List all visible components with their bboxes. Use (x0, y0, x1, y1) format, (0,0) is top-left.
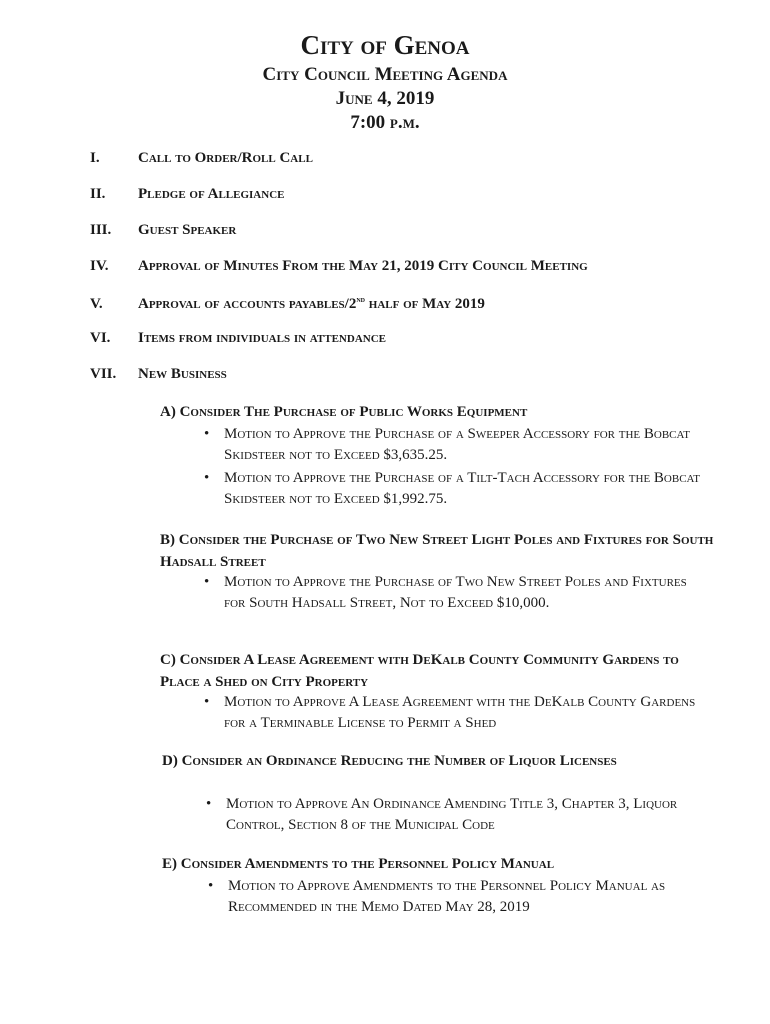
business-item-d-motions (202, 794, 712, 838)
motion-text: Motion to Approve An Ordinance Amending Title 3, Chapter 3, Liquor Control, Section 8 of the Municipal Code (226, 796, 678, 833)
bullet-icon: • (206, 796, 212, 812)
bullet-icon: • (204, 694, 210, 710)
motion-item (200, 468, 700, 510)
motion-item (200, 572, 700, 614)
motion-text: Motion to Approve the Purchase of Two New Street Poles and Fixtures for South Hadsall Street, Not to Exceed $10,000. (224, 574, 687, 611)
business-item-a-heading: A) Consider The Purchase of Public Works Equipment (160, 404, 528, 420)
agenda-item-text: Items from individuals in attendance (138, 330, 386, 346)
agenda-item-1 (90, 150, 313, 167)
agenda-item-number: V. (90, 296, 103, 312)
business-item-b-motions (200, 572, 700, 616)
motion-item (202, 794, 712, 836)
agenda-item-2 (90, 186, 284, 203)
motion-text: Motion to Approve A Lease Agreement with the DeKalb County Gardens for a Terminable License to Permit a Shed (224, 694, 696, 731)
agenda-item-text: New Business (138, 366, 227, 382)
bullet-icon: • (204, 470, 210, 486)
business-item-c-motions (200, 692, 710, 736)
motion-text: Motion to Approve Amendments to the Personnel Policy Manual as Recommended in the Memo Dated May 28, 2019 (228, 878, 666, 915)
agenda-item-text-part: half of May 2019 (365, 296, 485, 312)
document-title: City of Genoa (300, 30, 470, 60)
business-item-e-motions (204, 876, 714, 920)
motion-item (200, 424, 700, 466)
agenda-item-text: Call to Order/Roll Call (138, 150, 313, 166)
agenda-item-number: VII. (90, 366, 117, 382)
bullet-icon: • (208, 878, 214, 894)
motion-item (200, 692, 710, 734)
bullet-icon: • (204, 426, 210, 442)
bullet-icon: • (204, 574, 210, 590)
business-item-e-heading: E) Consider Amendments to the Personnel Policy Manual (162, 856, 555, 872)
document-subtitle: City Council Meeting Agenda (262, 64, 508, 85)
agenda-item-7 (90, 366, 227, 383)
motion-text: Motion to Approve the Purchase of a Sweeper Accessory for the Bobcat Skidsteer not to Exceed $3,635.25. (224, 426, 690, 463)
agenda-item-text: Guest Speaker (138, 222, 237, 238)
agenda-item-text: Pledge of Allegiance (138, 186, 285, 202)
agenda-item-text (138, 294, 485, 313)
ordinal-suffix: nd (356, 294, 366, 304)
agenda-item-6 (90, 330, 386, 347)
agenda-item-4 (90, 258, 588, 275)
business-item-c-heading: C) Consider A Lease Agreement with DeKalb County Community Gardens to Place a Shed on City Property (160, 652, 679, 690)
agenda-item-number: III. (90, 222, 112, 238)
agenda-item-text-part: Approval of accounts payables/2 (138, 296, 357, 312)
agenda-item-number: VI. (90, 330, 111, 346)
meeting-date: June 4, 2019 (335, 88, 435, 109)
motion-text: Motion to Approve the Purchase of a Tilt-Tach Accessory for the Bobcat Skidsteer not to Exceed $1,992.75. (224, 470, 700, 507)
business-item-b-heading: B) Consider the Purchase of Two New Street Light Poles and Fixtures for South Hadsall Street (160, 532, 714, 570)
motion-item (204, 876, 714, 918)
agenda-item-3 (90, 222, 236, 239)
agenda-item-number: I. (90, 150, 100, 166)
meeting-time: 7:00 p.m. (350, 112, 420, 133)
agenda-item-5 (90, 294, 485, 313)
agenda-item-number: IV. (90, 258, 109, 274)
business-item-d-heading: D) Consider an Ordinance Reducing the Number of Liquor Licenses (162, 753, 617, 769)
business-item-a-motions (200, 424, 700, 512)
agenda-item-text: Approval of Minutes From the May 21, 2019 City Council Meeting (138, 258, 588, 274)
agenda-item-number: II. (90, 186, 106, 202)
